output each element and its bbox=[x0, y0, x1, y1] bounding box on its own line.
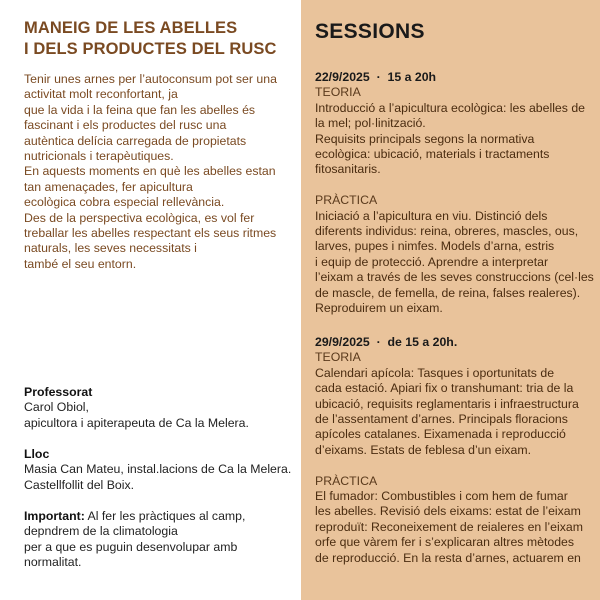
course-title bbox=[24, 18, 294, 60]
session-2 bbox=[315, 335, 593, 566]
course-title-line-2: I DELS PRODUCTES DEL RUSC bbox=[24, 40, 277, 58]
session-2-date: 29/9/2025 bbox=[315, 335, 370, 349]
session-line: de mascle, de femella, de reina, falses realeres). bbox=[315, 285, 581, 300]
important-label: Important: bbox=[24, 509, 85, 523]
session-line: de reproducció. En la resta d’arnes, actuarem en bbox=[315, 550, 581, 565]
intro-line: En aquests moments en què les abelles estan bbox=[24, 164, 276, 179]
intro-line: ecològica cobra especial rellevància. bbox=[24, 195, 225, 210]
session-line: ecològica: ubicació, materials i tractaments bbox=[315, 147, 550, 162]
session-2-theory-label: TEORIA bbox=[315, 350, 361, 365]
intro-line: autèntica delícia carregada de propietats bbox=[24, 133, 247, 148]
professor-label: Professorat bbox=[24, 385, 93, 399]
location-section bbox=[24, 447, 296, 493]
session-line: larves, pupes i nimfes. Models d’arna, estris bbox=[315, 239, 555, 254]
important-section bbox=[24, 509, 296, 571]
session-line: la mel; pol·linització. bbox=[315, 116, 426, 131]
location-line: Castellfollit del Boix. bbox=[24, 477, 135, 492]
professor-section bbox=[24, 385, 296, 431]
important-line: normalitat. bbox=[24, 555, 82, 570]
intro-line: Tenir unes arnes per l’autoconsum pot ser una bbox=[24, 72, 277, 86]
session-line: reproduït: Reconeixement de reialeres en l’eixam bbox=[315, 519, 583, 534]
separator-dot: · bbox=[376, 70, 381, 84]
important-line: per a que es puguin desenvolupar amb bbox=[24, 539, 238, 554]
session-2-practice-label: PRÀCTICA bbox=[315, 473, 378, 488]
session-line: cada estació. Apiari fix o transhumant: tria de la bbox=[315, 381, 574, 396]
sessions-title: SESSIONS bbox=[315, 20, 425, 43]
session-line: Introducció a l’apicultura ecològica: les abelles de bbox=[315, 100, 586, 115]
session-line: fitosanitaris. bbox=[315, 162, 381, 177]
session-line: diferents individus: reina, obreres, mascles, ous, bbox=[315, 224, 579, 239]
session-line: Requisits principals segons la normativa bbox=[315, 131, 535, 146]
session-line: d’eixams. Estats de feblesa d’un eixam. bbox=[315, 442, 531, 457]
intro-line: tan amenaçades, fer apicultura bbox=[24, 179, 193, 194]
intro-line: fascinant i els productes del rusc una bbox=[24, 118, 227, 133]
important-first-text: Al fer les pràctiques al camp, bbox=[84, 509, 246, 523]
session-1 bbox=[315, 70, 593, 316]
session-line: ubicació, requisits reglamentaris i infraestructura bbox=[315, 396, 579, 411]
session-2-time: de 15 a 20h. bbox=[387, 335, 458, 349]
spacer bbox=[315, 458, 593, 473]
location-label: Lloc bbox=[24, 447, 50, 461]
session-1-theory-label: TEORIA bbox=[315, 85, 361, 100]
session-line: Iniciació a l’apicultura en viu. Distinció dels bbox=[315, 208, 548, 223]
professor-line: apicultora i apiterapeuta de Ca la Melera. bbox=[24, 415, 249, 430]
intro-line: que la vida i la feina que fan les abelles és bbox=[24, 102, 256, 117]
intro-line: també el seu entorn. bbox=[24, 256, 137, 271]
intro-line: Des de la perspectiva ecològica, es vol fer bbox=[24, 210, 255, 225]
course-title-line-1: MANEIG DE LES ABELLES bbox=[24, 19, 238, 37]
session-1-header bbox=[315, 70, 593, 85]
intro-paragraph bbox=[24, 72, 296, 272]
intro-line: naturals, les seves necessitats i bbox=[24, 241, 197, 256]
intro-line: activitat molt reconfortant, ja bbox=[24, 87, 178, 102]
session-line: apícoles catalanes. Eixamenada i reproducció bbox=[315, 427, 566, 442]
intro-line: nutricionals i terapèutiques. bbox=[24, 149, 174, 164]
session-2-header bbox=[315, 335, 593, 350]
session-line: Reproduirem un eixam. bbox=[315, 301, 443, 316]
session-line: les abelles. Revisió dels eixams: estat de l’eixam bbox=[315, 504, 581, 519]
session-line: i equip de protecció. Aprendre a interpretar bbox=[315, 254, 549, 269]
session-line: de l’assentament d’arnes. Principals floracions bbox=[315, 412, 568, 427]
professor-line: Carol Obiol, bbox=[24, 400, 89, 415]
session-line: orfe que vàrem fer i s’explicaran altres mètodes bbox=[315, 535, 575, 550]
session-1-time: 15 a 20h bbox=[387, 70, 437, 84]
important-first-line bbox=[24, 509, 296, 524]
separator-dot: · bbox=[376, 335, 381, 349]
session-1-date: 22/9/2025 bbox=[315, 70, 370, 84]
spacer bbox=[315, 178, 593, 193]
session-line: l’eixam a través de les seves construccions (cel·les bbox=[315, 270, 594, 285]
intro-line: treballar les abelles respectant els seus ritmes bbox=[24, 226, 277, 241]
important-line: depndrem de la climatologia bbox=[24, 524, 178, 539]
session-line: El fumador: Combustibles i com hem de fumar bbox=[315, 489, 568, 504]
session-1-practice-label: PRÀCTICA bbox=[315, 193, 378, 208]
location-line: Masia Can Mateu, instal.lacions de Ca la Melera. bbox=[24, 462, 292, 477]
session-line: Calendari apícola: Tasques i oportunitats de bbox=[315, 365, 555, 380]
